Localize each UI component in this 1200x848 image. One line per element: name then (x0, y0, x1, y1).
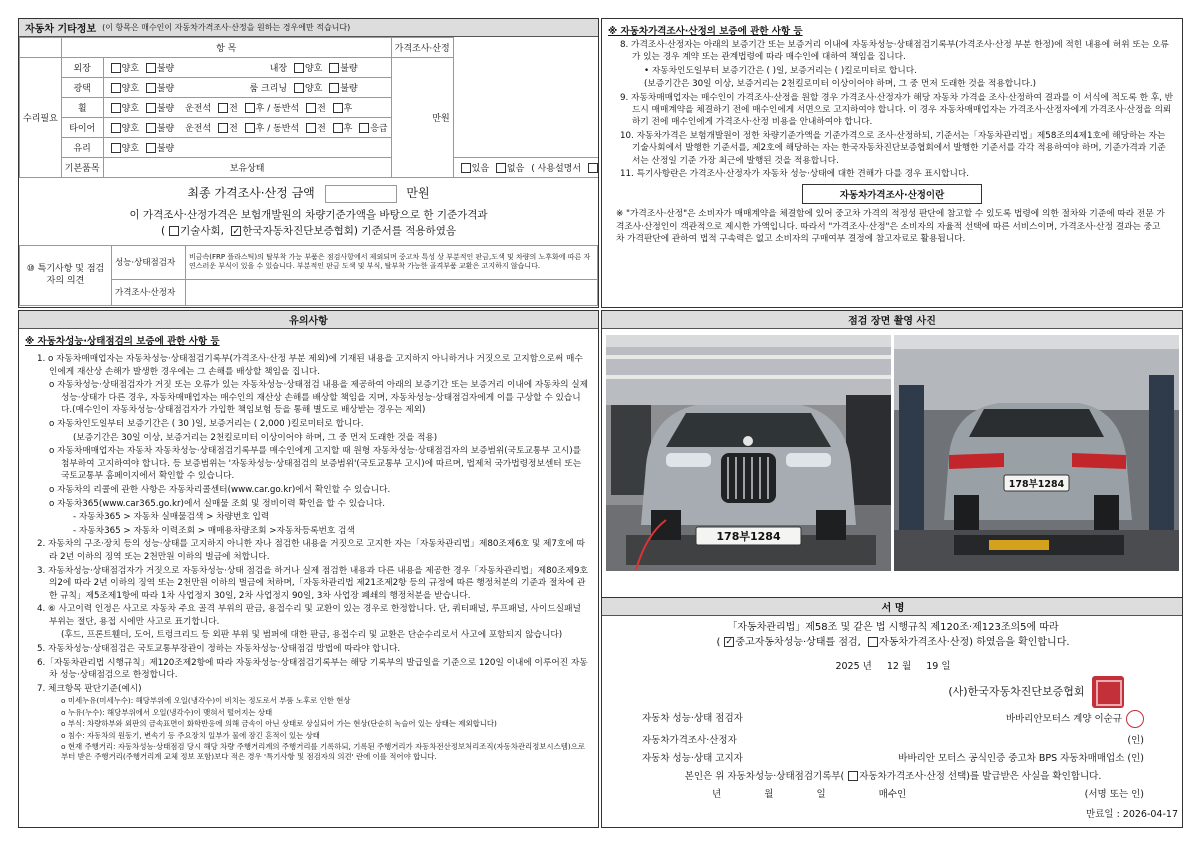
notice-3: 3. 자동차성능·상태점검자가 거짓으로 자동차성능·상태 점검을 하거나 실제 점검한 내용과 다른 내용을 제공한 경우「자동차관리법」제80조제9호의2에 따라 2년 이하의 징역 또는 2천만원 이하의 벌금에 처하며,「자동차관리법 제21조제2항 등의 규정에 따른 행정처분의 기준과 절차에 관한 규칙」제5조제1항에 따라 1차 사업정지 30일, 2차 사업정지 90일, 3차 사업장 폐쇄의 행정처분을 받습니다. (37, 565, 588, 601)
kadaa-checkbox[interactable] (231, 226, 241, 236)
notice-panel (18, 310, 599, 828)
price-item-8: 8. 가격조사·산정자는 아래의 보증기간 또는 보증거리 이내에 자동차성능·상태점검기록부(가격조사·산정 부분 한정)에 적힌 내용에 허위 또는 오류가 있는 경우 계약 또는 관계법령에 따라 매수인에 대하여 책임을 집니다. (620, 40, 1169, 63)
notice-7: 7. 체크항목 판단기준(예시) (37, 683, 142, 694)
price-item-10: 10. 자동차가격은 보험개발원이 정한 차량기준가액을 기준가격으로 조사·산정하되, 기준서는「자동차관리법」제58조의4제1호에 해당하는 자는 기술사회에서 발행한 기준서를, 제2호에 해당하는 자는 한국자동차진단보증협회에서 발행한 기준서를 각각 적용하여야 하며, 기준가격과 기준서는 산정일 기준 가장 최근에 발행된 것을 적용합니다. (620, 130, 1166, 166)
basic-yes-checkbox[interactable] (461, 163, 471, 173)
notice-1c-note: (보증기간은 30일 이상, 보증거리는 2천킬로미터 이상이어야 하며, 그 중 먼저 도래한 것을 적용) (73, 432, 438, 443)
price-guarantee-title: ※ 자동차가격조사·산정의 보증에 관한 사항 등 (608, 26, 803, 37)
perf-inspector-opinion: 비금속(FRP 플라스틱)의 탈부착 가능 부품은 점검사항에서 제외되며 중고차 특성 상 부분적인 판금,도색 및 차량의 노후화에 따른 자연스러운 부식이 있을 수 있습니다. 부분적인 판금 도색 및 부식, 탈부착 가능한 골격부품 교환은 고지하지 않습니다. (186, 245, 598, 279)
price-guarantee-panel (601, 18, 1183, 308)
wheel-passenger-front-checkbox[interactable] (306, 103, 316, 113)
criteria-list (27, 696, 590, 762)
tire-passenger-front-checkbox[interactable] (306, 123, 316, 133)
gloss-bad-checkbox[interactable] (146, 83, 156, 93)
signature-header: 서 명 (602, 598, 1183, 616)
final-price-input[interactable] (325, 185, 397, 203)
row-tire-options: 양호 불량 운전석 전 후 / 동반석 전 후 응급 (103, 118, 391, 138)
signature-block (602, 597, 1183, 820)
col-item-header: 항 목 (61, 38, 391, 58)
final-price-label: 최종 가격조사·산정 금액 (187, 186, 315, 200)
other-info-subtitle: (이 항목은 매수인이 자동차가격조사·산정을 원하는 경우에만 적습니다) (102, 23, 351, 32)
tech-society-checkbox[interactable] (169, 226, 179, 236)
tire-driver-rear-checkbox[interactable] (245, 123, 255, 133)
room-clean-bad-checkbox[interactable] (329, 83, 339, 93)
repair-needed-label: 수리필요 (20, 58, 62, 178)
tire-bad-checkbox[interactable] (146, 123, 156, 133)
other-info-header (19, 19, 598, 37)
price-item-8-note: (보증기간은 30일 이상, 보증거리는 2천킬로미터 이상이어야 하며, 그 중 먼저 도래한 것을 적용합니다.) (644, 79, 1037, 90)
rear-inspection-photo (894, 335, 1179, 571)
perf-guarantee-title: ※ 자동차성능·상태점검의 보증에 관한 사항 등 (25, 336, 220, 347)
special-notes-table (19, 245, 598, 306)
notice-1f: o 자동차365(www.car365.go.kr)에서 실매물 조회 및 정비이력 확인을 할 수 있습니다. (49, 498, 386, 509)
other-info-title: 자동차 기타정보 (25, 24, 97, 35)
exterior-bad-checkbox[interactable] (146, 63, 156, 73)
row-exterior-label: 외장 (61, 58, 103, 78)
basic-no-checkbox[interactable] (496, 163, 506, 173)
notice-5: 5. 자동차성능·상태점검은 국토교통부장관이 정하는 자동차성능·상태점검 방법에 따라야 합니다. (37, 644, 401, 655)
exterior-good-checkbox[interactable] (111, 63, 121, 73)
notifier-value: 바바리안 모터스 공식인증 중고차 BPS 자동차매매업소 (898, 753, 1125, 764)
price-inspector-label: 가격조사·산정자 (112, 279, 186, 305)
association-seal-icon (1092, 676, 1124, 708)
row-exterior-options: 양호 불량 내장 양호 불량 (103, 58, 391, 78)
association-name: (사)한국자동차진단보증협회 (948, 685, 1085, 698)
perf-check-checkbox[interactable] (724, 637, 734, 647)
price-inspector-row: 자동차가격조사·산정자 (인) (642, 735, 1144, 746)
buyer-row: 년 월 일 매수인 (서명 또는 인) (602, 784, 1183, 802)
notice-6: 6.「자동차관리법 시행규칙」제120조제2항에 따라 자동차성능·상태점검기록부는 해당 기록부의 발급일을 기준으로 120일 이내에 이루어진 자동차 성능·상태점검으로 한정합니다. (37, 657, 588, 681)
tire-emergency-checkbox[interactable] (359, 123, 369, 133)
col-price-header: 가격조사·산정 (391, 38, 453, 58)
basic-items-label: 기본품목 (61, 158, 103, 178)
tire-good-checkbox[interactable] (111, 123, 121, 133)
notice-4-note: (후드, 프론트휀더, 도어, 트렁크리드 등 외판 부위 및 범퍼에 대한 판금, 용접수리 및 교환은 단순수리로서 사고에 포함되지 않습니다) (61, 630, 563, 641)
signature-statement: 「자동차관리법」제58조 및 같은 법 시행규칙 제120조·제123조의5에 따라 (✓ 중고자동차성능·상태를 점검, 자동차가격조사·산정) 하였음을 확인합니다. (602, 616, 1183, 650)
row-interior-label: 내장 (269, 64, 288, 74)
notice-1b: o 자동차성능·상태점검자가 거짓 또는 오류가 있는 자동차성능·상태점검 내용을 제공하여 아래의 보증기간 또는 보증거리 이내에 자동차의 실제 성능·상태가 다른 경우, 자동차매매업자는 매수인의 재산상 손해를 배상할 책임을 지며, 자동차성능·상태점검자에게 이를 구상할 수 있습니다.(매수인이 자동차성능·상태점검자가 가입한 책임보험 등을 통해 별도로 배상받는 경우는 제외) (49, 380, 589, 416)
price-unit-won: 만원 (391, 58, 453, 178)
own-status-label: 보유상태 (103, 158, 391, 178)
price-check-checkbox[interactable] (868, 637, 878, 647)
price-basis-text: 이 가격조사·산정가격은 보험개발원의 차량기준가액을 바탕으로 한 기준가격과 ( 기술사회, ✓ 한국자동차진단보증협회) 기준서를 적용하였음 (19, 207, 598, 239)
notice-1c: o 자동차인도일부터 보증기간은 ( 30 )일, 보증거리는 ( 2,000 )킬로미터로 합니다. (49, 418, 364, 429)
buyer-sign[interactable]: (서명 또는 인) (1084, 789, 1144, 800)
notice-1f-path2: - 자동차365 > 자동차 이력조회 > 매매용차량조회 >자동차등록번호 검색 (73, 525, 355, 536)
criteria-item: o 부식: 차량하부와 외판의 금속표면이 화학반응에 의해 금속이 아닌 상태로 상실되어 가는 현상(단순히 녹슬어 있는 상태는 제외합니다) (61, 719, 497, 729)
notice-4: 4. ⑥ 사고이력 인정은 사고로 자동차 주요 골격 부위의 판금, 용접수리 및 교환이 있는 경우로 한정합니다. 단, 쿼터패널, 루프패널, 사이드실패널 부위는 절단, 용접 시에만 사고로 표기합니다. (37, 604, 581, 627)
wheel-bad-checkbox[interactable] (146, 103, 156, 113)
other-info-table (19, 37, 599, 178)
row-gloss-options: 양호 불량 룸 크리닝 양호 불량 (103, 78, 391, 98)
perf-inspector-label: 성능·상태점검자 (112, 245, 186, 279)
inspector-value: 바바리안모터스 계양 이순규 (1005, 713, 1122, 725)
gloss-good-checkbox[interactable] (111, 83, 121, 93)
row-glass-options: 양호 불량 (103, 138, 391, 158)
sign-date: 2025 년 12 월 19 일 (835, 661, 951, 672)
final-price-row (19, 184, 598, 203)
final-price-unit: 만원 (406, 186, 430, 200)
criteria-item: o 현재 주행거리: 자동차성능·상태점검 당시 해당 차량 주행거리계의 주행거리를 기록하되, 기록된 주행거리가 자동차전산정보처리조직(자동차관리정보시스템)으로부터 받은 주행거리(주행거리계 교체 정보 포함)보다 적은 경우 '특기사항 및 점검자의 의견' 란에 이를 적어야 합니다. (61, 742, 586, 762)
price-item-8-period: • 자동차인도일부터 보증기간은 ( )일, 보증거리는 ( )킬로미터로 합니다. (644, 65, 917, 76)
notice-2: 2. 자동차의 구조·장치 등의 성능·상태를 고지하지 아니한 자나 점검한 내용을 거짓으로 고지한 자는「자동차관리법」제80조제6호 및 제7호에 따라 2년 이하의 징역 또는 2천만원 이하의 벌금에 처합니다. (37, 539, 585, 562)
photo-header: 점검 장면 촬영 사진 (602, 311, 1182, 329)
price-guarantee-items (602, 39, 1182, 180)
expiry-date: 만료일 : 2026-04-17 (1086, 809, 1178, 820)
notice-1f-path1: - 자동차365 > 자동차 실매물검색 > 차량번호 입력 (73, 512, 270, 523)
inspector-seal-icon (1126, 710, 1144, 728)
criteria-item: o 미세누유(미세누수): 해당부위에 오일(냉각수)이 비치는 정도로서 부품 노후로 인한 현상 (61, 696, 351, 706)
price-inspector-opinion[interactable] (186, 279, 598, 305)
interior-good-checkbox[interactable] (294, 63, 304, 73)
tire-driver-front-checkbox[interactable] (218, 123, 228, 133)
row-gloss-label: 광택 (61, 78, 103, 98)
inspector-row: 자동차 성능·상태 점검자 바바리안모터스 계양 이순규 (602, 708, 1183, 730)
criteria-item: o 침수: 자동차의 원동기, 변속기 등 주요장치 일부가 물에 잠긴 흔적이 있는 상태 (61, 730, 320, 740)
row-tire-label: 타이어 (61, 118, 103, 138)
special-notes-label: ⑩ 특기사항 및 점검자의 의견 (20, 245, 112, 305)
wheel-passenger-rear-checkbox[interactable] (333, 103, 343, 113)
association-row (602, 676, 1183, 708)
row-room-clean-label: 룸 크리닝 (249, 84, 288, 94)
notice-1e: o 자동차의 리콜에 관한 사항은 자동차리콜센터(www.car.go.kr)에서 확인할 수 있습니다. (49, 484, 391, 495)
wheel-good-checkbox[interactable] (111, 103, 121, 113)
glass-bad-checkbox[interactable] (146, 143, 156, 153)
tire-passenger-rear-checkbox[interactable] (333, 123, 343, 133)
front-inspection-photo (606, 335, 891, 571)
price-item-11: 11. 특기사항란은 가격조사·산정자가 자동차 성능·상태에 대한 견해가 다를 경우 표시합니다. (620, 169, 970, 180)
wheel-driver-rear-checkbox[interactable] (245, 103, 255, 113)
price-definition-title: 자동차가격조사·산정이란 (802, 184, 982, 204)
front-license-plate: 178부1284 (716, 530, 781, 543)
criteria-item: o 누유(누수): 해당부위에서 오일(냉각수)이 맺혀서 떨어지는 상태 (61, 707, 273, 717)
basic-items-options: 있음 없음 ( 사용설명서 (453, 158, 599, 178)
inspection-record-page (18, 18, 1183, 828)
notifier-row: 자동차 성능·상태 고지자 바바리안 모터스 공식인증 중고차 BPS 자동차매매업소 (인) (642, 753, 1144, 764)
rear-license-plate: 178부1284 (1008, 479, 1065, 490)
interior-bad-checkbox[interactable] (329, 63, 339, 73)
row-wheel-options: 양호 불량 운전석 전 후 / 동반석 전 후 (103, 98, 391, 118)
vehicle-other-info-panel (18, 18, 599, 308)
row-glass-label: 유리 (61, 138, 103, 158)
room-clean-good-checkbox[interactable] (294, 83, 304, 93)
glass-good-checkbox[interactable] (111, 143, 121, 153)
price-item-9: 9. 자동차매매업자는 매수인이 가격조사·산정을 원할 경우 가격조사·산정자가 해당 자동차 가격을 조사·산정하여 결과를 이 서식에 적도록 한 후, 반드시 매매계약을 체결하기 전에 매수인에게 서면으로 고지하여야 합니다. 이 경우 자동차매매업자는 가격조사·산정자에게 가격조사·산정을 의뢰하기 전에 매수인에게 가격조사·산정 비용을 안내하여야 합니다. (620, 92, 1174, 128)
notice-items (19, 349, 598, 763)
row-wheel-label: 휠 (61, 98, 103, 118)
receipt-confirm: 본인은 위 자동차성능·상태점검기록부( 자동차가격조사·산정 선택)를 발급받은 사실을 확인합니다. (684, 771, 1102, 782)
basic-triangle-checkbox[interactable] (588, 163, 598, 173)
photo-signature-panel (601, 310, 1183, 828)
notice-header: 유의사항 (19, 311, 598, 329)
receipt-price-checkbox[interactable] (848, 771, 858, 781)
price-definition-note: ※ "가격조사·산정"은 소비자가 매매계약을 체결함에 있어 중고차 가격의 적정성 판단에 참고할 수 있도록 법령에 의한 절차와 기준에 따라 전문 가격조사·산정인이 객관적으로 제시한 가액입니다. 따라서 "가격조사·산정"은 소비자의 자율적 선택에 따른 서비스이며, 가격조사·산정 결과는 중고차 가격판단에 관하여 법적 구속력은 없고 소비자의 구매여부 결정에 참고자료로 활용됩니다. (616, 209, 1165, 245)
notice-1d: o 자동차매매업자는 자동차 자동차성능·상태점검기록부를 매수인에게 고지할 때 원형 자동차성능·상태점검자의 보증범위(국토교통부 고시)를 첨부하여 고지하여야 합니다. 등 보증범위는 '자동차성능·상태점검의 보증범위'(국토교통부 고시)에 따르며, 법제처 국가법령정보센터 또는 국토교통부 홈페이지에서 확인할 수 있습니다. (49, 446, 582, 482)
wheel-driver-front-checkbox[interactable] (218, 103, 228, 113)
notice-1a: 1. o 자동차매매업자는 자동차성능·상태점검기록부(가격조사·산정 부분 제외)에 기재된 내용을 고지하지 아니하거나 거짓으로 고지함으로써 매수인에게 재산상 손해가 발생한 경우에는 그 손해를 배상할 책임을 집니다. (37, 354, 583, 377)
